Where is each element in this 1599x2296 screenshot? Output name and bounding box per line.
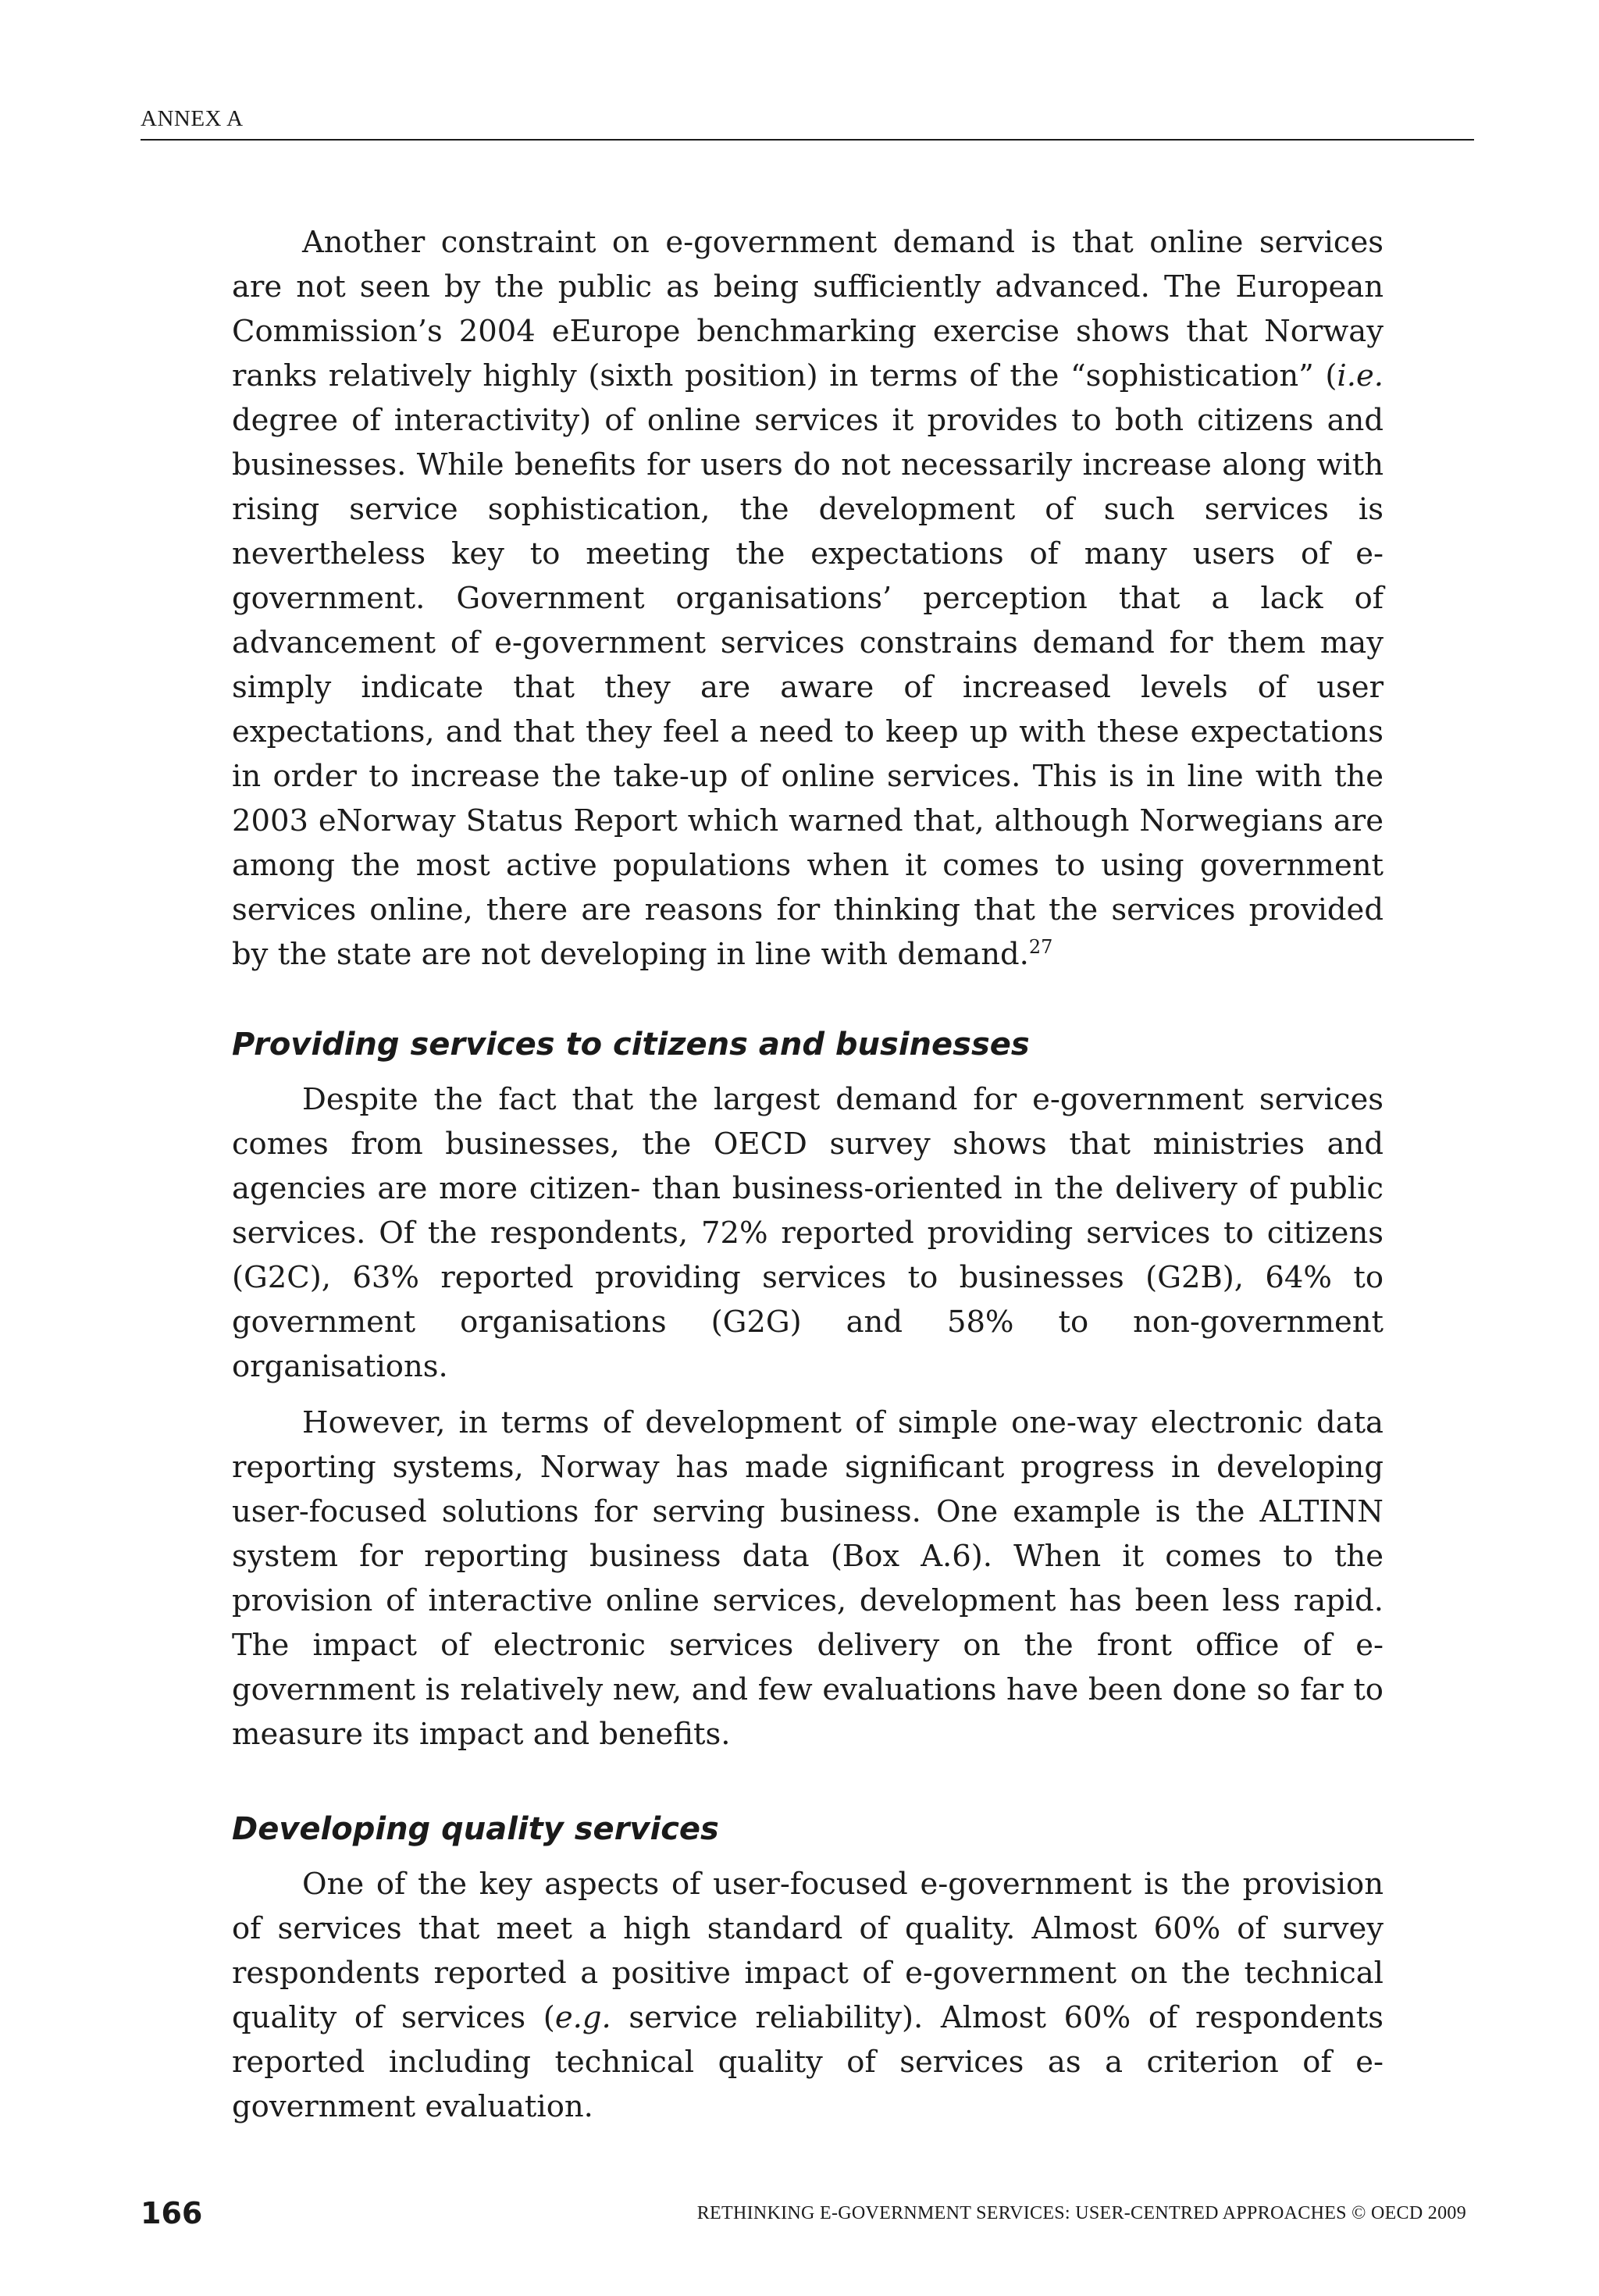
paragraph-text-continued: service reliability). Almost 60% of respondents reported including technical quality of services as a criterion of e-government evaluation. <box>232 2000 1384 2124</box>
footer-publication-title: RETHINKING E-GOVERNMENT SERVICES: USER-CENTRED APPROACHES © OECD 2009 <box>696 2203 1466 2223</box>
paragraph-survey-results: Despite the fact that the largest demand for e-government services comes from businesses, the OECD survey shows that ministries and agencies are more citizen- than business-oriented in the delivery of public services. Of the respondents, 72% reported providing services to citizens (G2C), 63% reported providing services to businesses (G2B), 64% to government organisations (G2G) and 58% to non-government organisations. <box>232 1082 1384 1384</box>
paragraph-text-continued: degree of interactivity) of online services it provides to both citizens and businesses. While benefits for users do not necessarily increase along with rising service sophistication, the development of such services is nevertheless key to meeting the expectations of many users of e-government. Government organisations’ perception that a lack of advancement of e-government services constrains demand for them may simply indicate that they are aware of increased levels of user expectations, and that they feel a need to keep up with these expectations in order to increase the take-up of online services. This is in line with the 2003 eNorway Status Report which warned that, although Norwegians are among the most active populations when it comes to using government services online, there are reasons for thinking that the services provided by the state are not developing in line with demand. <box>232 403 1384 972</box>
section-heading-quality-services: Developing quality services <box>232 1811 719 1847</box>
page-number: 166 <box>141 2196 203 2230</box>
main-column <box>232 220 1384 2141</box>
footnote-reference: 27 <box>1028 936 1053 959</box>
paragraph-altinn: However, in terms of development of simple one-way electronic data reporting systems, Norway has made significant progress in developing user-focused solutions for serving business. One example is the ALTINN system for reporting business data (Box A.6). When it comes to the provision of interactive online services, development has been less rapid. The impact of electronic services delivery on the front office of e-government is relatively new, and few evaluations have been done so far to measure its impact and benefits. <box>232 1405 1384 1752</box>
paragraph-quality <box>232 1862 1384 2129</box>
paragraph-text: Another constraint on e-government demand is that online services are not seen by the public as being sufficiently advanced. The European Commission’s 2004 eEurope benchmarking exercise shows that Norway ranks relatively highly (sixth position) in terms of the “sophistication” ( <box>232 225 1384 393</box>
header-rule <box>141 139 1474 141</box>
italic-abbreviation: e.g. <box>554 2000 611 2035</box>
italic-abbreviation: i.e. <box>1337 358 1384 393</box>
running-head: ANNEX A <box>141 106 244 131</box>
paragraph-e-government-demand <box>232 220 1384 977</box>
paragraph-text: One of the key aspects of user-focused e-government is the provision of services that meet a high standard of quality. Almost 60% of survey respondents reported a positive impact of e-government on the technical quality of services ( <box>232 1867 1384 2035</box>
section-heading-providing-services: Providing services to citizens and businesses <box>232 1027 1030 1063</box>
